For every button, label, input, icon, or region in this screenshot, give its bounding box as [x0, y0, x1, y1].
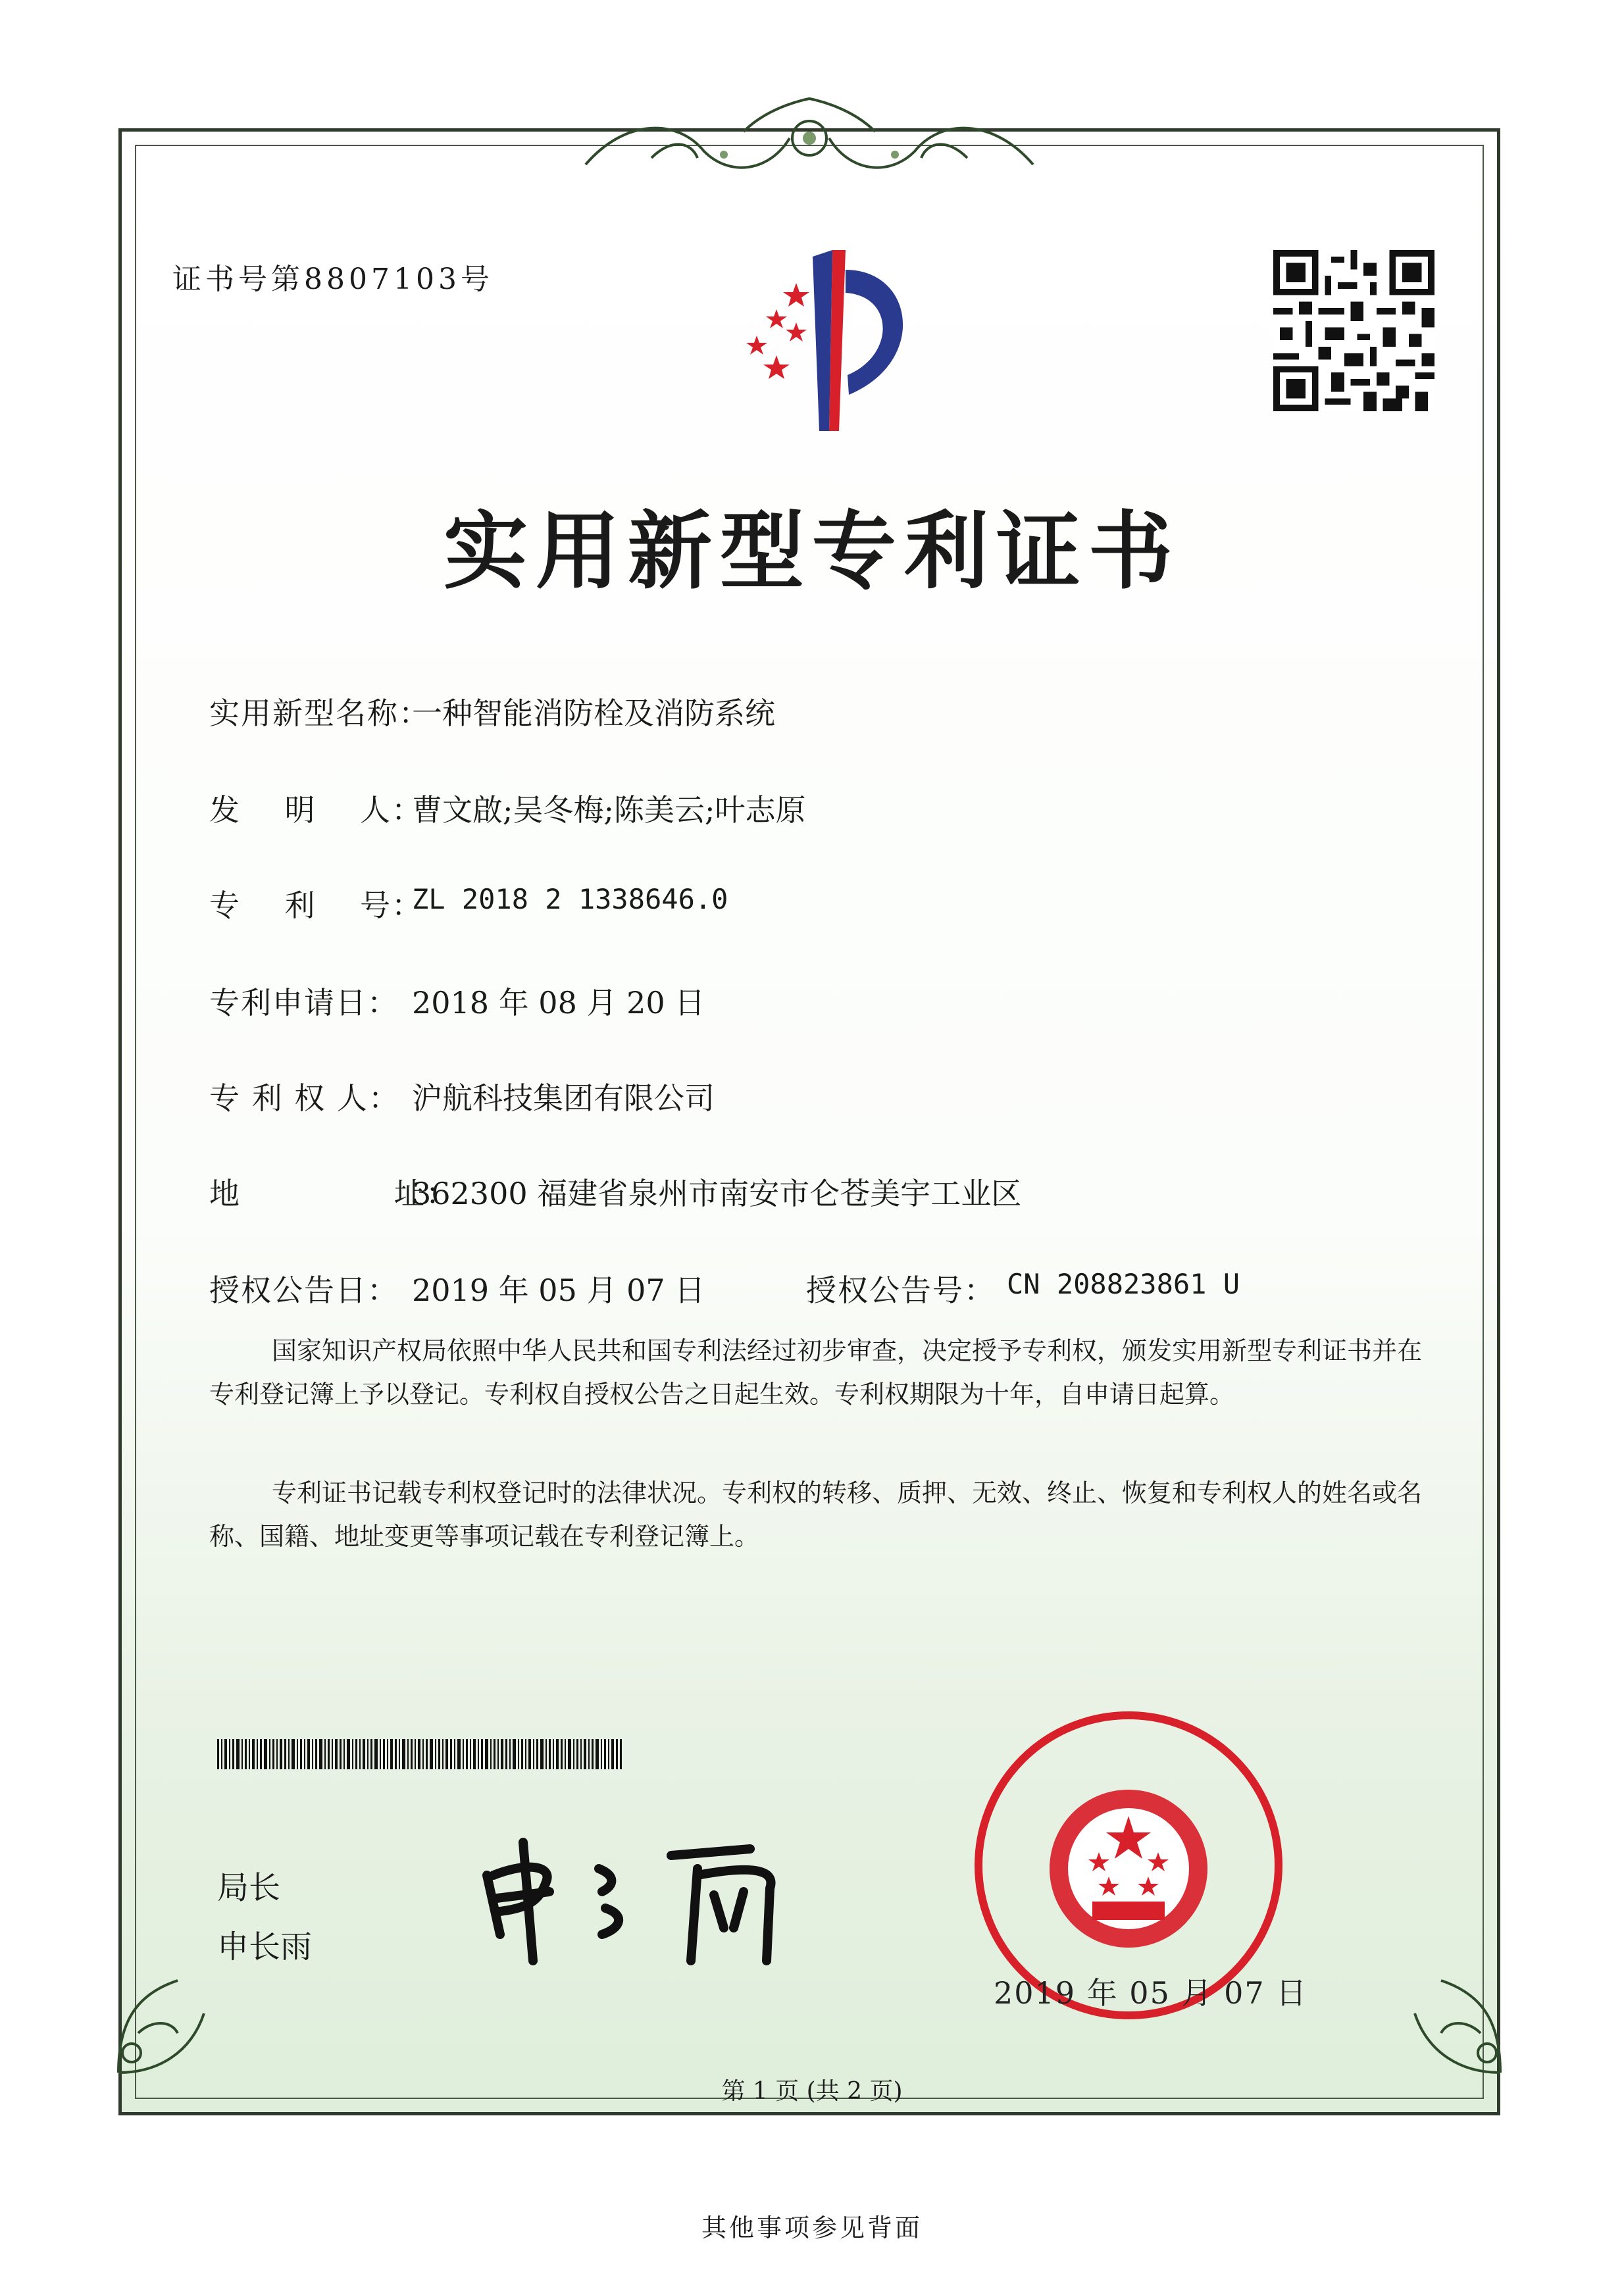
patent-office-emblem-icon — [698, 243, 934, 434]
seal-date: 2019 年 05 月 07 日 — [994, 1975, 1308, 2011]
filing-date-value: 2018 年 08 月 20 日 — [412, 985, 705, 1021]
qr-code-icon — [1273, 250, 1434, 411]
patentee-value: 沪航科技集团有限公司 — [412, 1080, 715, 1116]
barcode-icon — [217, 1739, 622, 1769]
grant-number-label: 授权公告号： — [806, 1273, 996, 1308]
name-value: 一种智能消防栓及消防系统 — [412, 695, 775, 731]
patent-number-label: 专 利 号： — [209, 888, 423, 923]
grant-date-value: 2019 年 05 月 07 日 — [412, 1273, 705, 1308]
certificate-number: 证书号第8807103号 — [172, 263, 494, 296]
signatory-name: 申长雨 — [217, 1929, 313, 1965]
name-label: 实用新型名称： — [209, 695, 430, 731]
grant-statement: 国家知识产权局依照中华人民共和国专利法经过初步审查，决定授予专利权，颁发实用新型专利证书并在专利登记簿上予以登记。专利权自授权公告之日起生效。专利权期限为十年，自申请日起算。 — [209, 1336, 1423, 1409]
back-page-note: 其他事项参见背面 — [701, 2213, 923, 2242]
inventor-label: 发 明 人： — [209, 792, 423, 828]
patent-number-value: ZL 2018 2 1338646.0 — [412, 883, 728, 915]
page-indicator: 第 1 页 (共 2 页) — [721, 2078, 903, 2105]
patentee-label: 专 利 权 人： — [209, 1080, 400, 1116]
grant-date-label: 授权公告日： — [209, 1273, 399, 1308]
top-ornament-icon — [572, 92, 1046, 184]
certificate-title: 实用新型专利证书 — [443, 502, 1180, 601]
legal-status-statement: 专利证书记载专利权登记时的法律状况。专利权的转移、质押、无效、终止、恢复和专利权人的姓名或名称、国籍、地址变更等事项记载在专利登记簿上。 — [209, 1478, 1423, 1551]
grant-number-value: CN 208823861 U — [1007, 1268, 1240, 1300]
corner-ornament-icon — [1375, 1941, 1520, 2086]
signatory-title: 局长 — [217, 1869, 281, 1906]
address-value: 362300 福建省泉州市南安市仑苍美宇工业区 — [412, 1176, 1022, 1211]
address-label: 地 址： — [209, 1176, 457, 1211]
handwritten-signature-icon — [474, 1829, 816, 1974]
inventor-value: 曹文啟;吴冬梅;陈美云;叶志原 — [412, 792, 806, 828]
filing-date-label: 专利申请日： — [209, 985, 399, 1021]
